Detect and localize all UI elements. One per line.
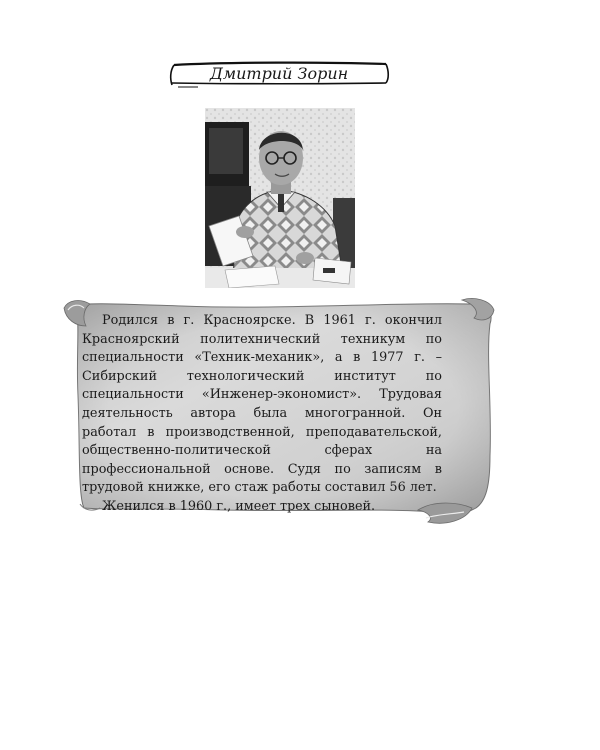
bio-paragraph: Родился в г. Красноярске. В 1961 г. окончил Красноярский политехнический техникум по специальности «Техник-механик», а в 1977 г. – Сибирский технологический институт по специальности «Инженер-экономист». Трудовая деятельность автора была многогранной. Он работал в производственной, преподавательской, общественно-политической сферах на профессиональной основе. Судя по записям в трудовой книжке, его стаж работы составил 56 лет.	[82, 313, 442, 496]
portrait-image	[205, 108, 355, 288]
author-name-banner	[168, 59, 390, 91]
biography-text	[82, 312, 442, 517]
author-photo	[205, 108, 355, 288]
bio-paragraph: Женился в 1960 г., имеет трех сыновей.	[102, 498, 376, 514]
author-name: Дмитрий Зорин	[209, 64, 349, 83]
